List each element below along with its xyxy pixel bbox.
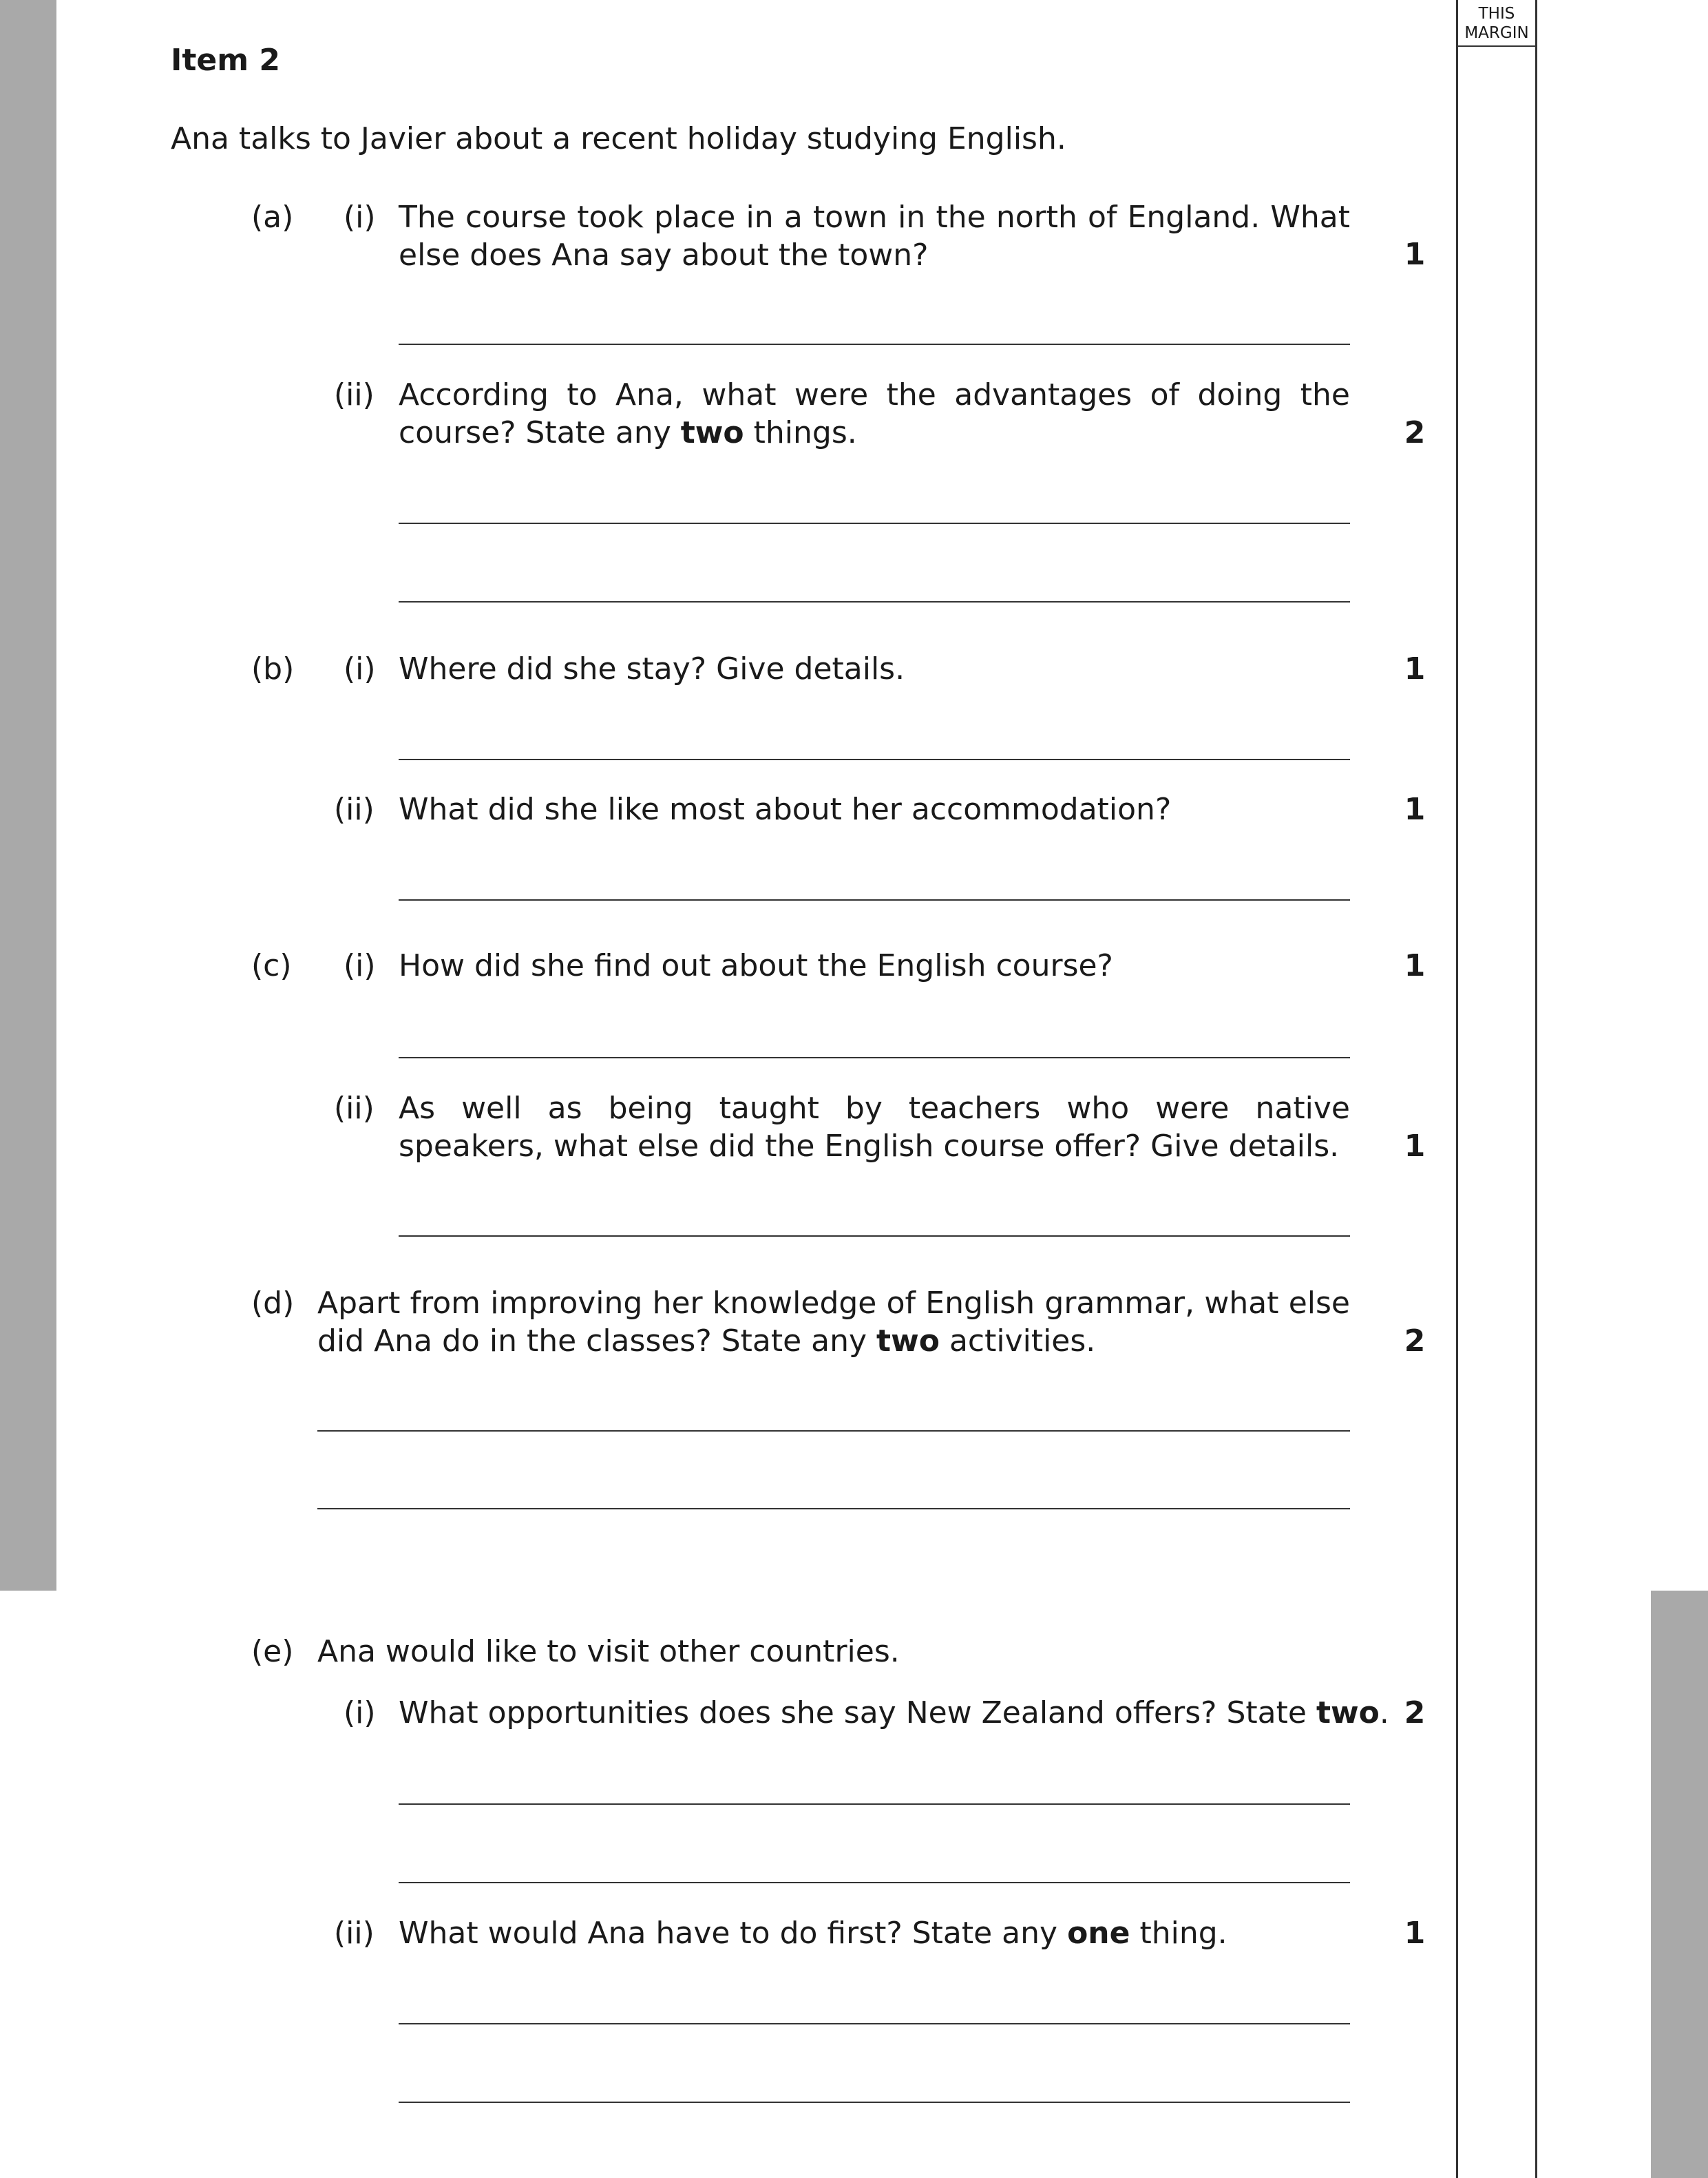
answer-line-d-1[interactable]	[317, 1430, 1350, 1432]
question-e-i-label: (i)	[344, 1695, 376, 1730]
answer-line-a-ii-1[interactable]	[399, 523, 1350, 524]
question-e-ii-label: (ii)	[334, 1916, 375, 1951]
question-e-stem: Ana would like to visit other countries.	[317, 1634, 900, 1669]
question-e-i-marks: 2	[1404, 1695, 1426, 1730]
question-d-text	[317, 1284, 1350, 1360]
question-b-label: (b)	[251, 651, 295, 687]
answer-line-c-ii[interactable]	[399, 1235, 1350, 1237]
question-a-i-text: The course took place in a town in the north of England. What else does Ana say about the town?	[399, 200, 1350, 273]
margin-label-line-2: MARGIN	[1464, 24, 1529, 42]
question-e-ii-text-before: What would Ana have to do first? State any	[399, 1916, 1068, 1951]
margin-label	[1458, 0, 1535, 47]
question-a-i-label: (i)	[344, 200, 376, 235]
answer-line-e-ii-2[interactable]	[399, 2102, 1350, 2103]
answer-line-c-i[interactable]	[399, 1057, 1350, 1058]
question-a-ii-text-bold: two	[680, 415, 744, 450]
question-b-i-label: (i)	[344, 651, 376, 687]
left-margin-bar	[0, 0, 56, 1591]
answer-line-b-i[interactable]	[399, 759, 1350, 760]
question-b-ii-label: (ii)	[334, 792, 375, 827]
question-e-ii-marks: 1	[1404, 1916, 1426, 1951]
question-a-ii-text-after: things.	[744, 415, 857, 450]
page-title: Item 2	[171, 43, 281, 78]
question-c-ii-text: As well as being taught by teachers who were native speakers, what else did the English course offer? Give details.	[399, 1091, 1350, 1164]
question-c-i-label: (i)	[344, 948, 376, 983]
question-d-text-bold: two	[876, 1323, 940, 1359]
answer-line-b-ii[interactable]	[399, 899, 1350, 901]
question-c-i-text: How did she find out about the English course?	[399, 948, 1113, 983]
question-d-marks: 2	[1404, 1323, 1426, 1359]
question-e-i-text-before: What opportunities does she say New Zealand offers? State	[399, 1695, 1316, 1730]
question-e-ii-text-after: thing.	[1130, 1916, 1227, 1951]
question-b-i-marks: 1	[1404, 651, 1426, 687]
question-c-i-marks: 1	[1404, 948, 1426, 983]
question-e-i-text-bold: two	[1316, 1695, 1380, 1730]
margin-label-line-1: THIS	[1478, 5, 1515, 23]
question-c-ii-label: (ii)	[334, 1091, 375, 1126]
answer-line-e-ii-1[interactable]	[399, 2023, 1350, 2024]
answer-line-e-i-1[interactable]	[399, 1803, 1350, 1805]
question-e-ii-text	[399, 1914, 1227, 1952]
question-a-label: (a)	[251, 200, 294, 235]
question-b-ii-marks: 1	[1404, 792, 1426, 827]
question-a-i-marks: 1	[1404, 237, 1426, 272]
question-b-i-text: Where did she stay? Give details.	[399, 651, 905, 687]
answer-line-a-ii-2[interactable]	[399, 601, 1350, 603]
question-d-label: (d)	[251, 1286, 295, 1321]
question-c-ii-marks: 1	[1404, 1129, 1426, 1164]
question-e-label: (e)	[251, 1634, 294, 1669]
question-a-ii-label: (ii)	[334, 377, 375, 412]
margin-column	[1456, 0, 1537, 2178]
question-d-text-before: Apart from improving her knowledge of English grammar, what else did Ana do in the classes? State any	[317, 1286, 1350, 1359]
answer-line-e-i-2[interactable]	[399, 1882, 1350, 1883]
question-e-ii-text-bold: one	[1067, 1916, 1130, 1951]
question-d-text-after: activities.	[939, 1323, 1096, 1359]
question-b-ii-text: What did she like most about her accommodation?	[399, 792, 1172, 827]
question-a-ii-text	[399, 376, 1350, 452]
intro-text: Ana talks to Javier about a recent holiday studying English.	[171, 121, 1066, 156]
answer-line-d-2[interactable]	[317, 1508, 1350, 1509]
answer-line-a-i[interactable]	[399, 344, 1350, 345]
question-e-i-text	[399, 1694, 1389, 1732]
right-margin-bar	[1651, 1591, 1708, 2178]
question-a-ii-text-before: According to Ana, what were the advantages of doing the course? State any	[399, 377, 1350, 450]
question-c-label: (c)	[251, 948, 292, 983]
question-a-ii-marks: 2	[1404, 415, 1426, 450]
question-e-i-text-after: .	[1379, 1695, 1389, 1730]
